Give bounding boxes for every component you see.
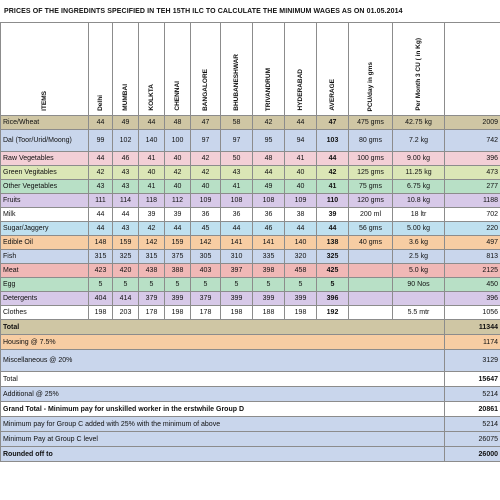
- table-row: [1, 130, 500, 152]
- city-price: 39: [139, 208, 165, 222]
- header-wrap: [447, 23, 498, 115]
- average-value: 192: [317, 306, 349, 320]
- average-value: 42: [317, 166, 349, 180]
- header-wrap: [287, 23, 314, 115]
- city-price: 102: [113, 130, 139, 152]
- city-price: 315: [89, 250, 113, 264]
- city-price: 198: [89, 306, 113, 320]
- city-price: 399: [165, 292, 191, 306]
- city-price: 42: [191, 152, 221, 166]
- city-price: 44: [165, 222, 191, 236]
- header-cell: [393, 23, 445, 116]
- city-price: 404: [89, 292, 113, 306]
- city-price: 39: [165, 208, 191, 222]
- summary-label: Total: [1, 372, 445, 387]
- pcu-value: 80 gms: [349, 130, 393, 152]
- summary-label: Grand Total - Minimum pay for unskilled worker in the erstwhile Group D: [1, 402, 445, 417]
- city-price: 5: [253, 278, 285, 292]
- per-month-value: 18 ltr: [393, 208, 445, 222]
- city-price: 109: [285, 194, 317, 208]
- item-name: Meat: [1, 264, 89, 278]
- average-value: 39: [317, 208, 349, 222]
- pcu-value: 120 gms: [349, 194, 393, 208]
- item-name: Fish: [1, 250, 89, 264]
- header-cell: [253, 23, 285, 116]
- table-row: [1, 278, 500, 292]
- city-price: 310: [221, 250, 253, 264]
- header-label: BANGALORE: [202, 69, 209, 111]
- item-name: Clothes: [1, 306, 89, 320]
- city-price: 45: [191, 222, 221, 236]
- city-price: 111: [89, 194, 113, 208]
- city-price: 44: [253, 166, 285, 180]
- city-price: 203: [113, 306, 139, 320]
- header-row: [1, 23, 500, 116]
- city-price: 388: [165, 264, 191, 278]
- header-label: HYDERABAD: [297, 69, 304, 111]
- city-price: 148: [89, 236, 113, 250]
- city-price: 58: [221, 116, 253, 130]
- header-cell: [221, 23, 253, 116]
- per-month-value: 10.8 kg: [393, 194, 445, 208]
- item-name: Dal (Toor/Urid/Moong): [1, 130, 89, 152]
- city-price: 43: [113, 180, 139, 194]
- city-price: 40: [139, 166, 165, 180]
- city-price: 420: [113, 264, 139, 278]
- city-price: 97: [221, 130, 253, 152]
- summary-value: 20861: [445, 402, 500, 417]
- header-cell: [113, 23, 139, 116]
- city-price: 141: [221, 236, 253, 250]
- average-value: 138: [317, 236, 349, 250]
- pcu-value: 100 gms: [349, 152, 393, 166]
- per-month-value: 2.5 kg: [393, 250, 445, 264]
- city-price: 44: [285, 222, 317, 236]
- header-cell: [285, 23, 317, 116]
- summary-value: 26000: [445, 447, 500, 462]
- item-name: Fruits: [1, 194, 89, 208]
- city-price: 46: [113, 152, 139, 166]
- summary-value: 5214: [445, 417, 500, 432]
- summary-value: 26075: [445, 432, 500, 447]
- pcu-value: 56 gms: [349, 222, 393, 236]
- summary-row: [1, 417, 500, 432]
- city-price: 398: [253, 264, 285, 278]
- header-cell: [317, 23, 349, 116]
- table-row: [1, 116, 500, 130]
- average-value: 44: [317, 152, 349, 166]
- item-name: Detergents: [1, 292, 89, 306]
- table-row: [1, 236, 500, 250]
- table-row: [1, 306, 500, 320]
- average-value: 325: [317, 250, 349, 264]
- item-cost: 396: [445, 152, 500, 166]
- header-cell: [1, 23, 89, 116]
- table-row: [1, 264, 500, 278]
- header-cell: [165, 23, 191, 116]
- city-price: 43: [89, 180, 113, 194]
- per-month-value: 9.00 kg: [393, 152, 445, 166]
- city-price: 438: [139, 264, 165, 278]
- summary-label: Additional @ 25%: [1, 387, 445, 402]
- header-wrap: [91, 23, 110, 115]
- summary-value: 11344: [445, 320, 500, 335]
- city-price: 41: [285, 152, 317, 166]
- city-price: 40: [191, 180, 221, 194]
- city-price: 41: [221, 180, 253, 194]
- city-price: 48: [253, 152, 285, 166]
- city-price: 48: [165, 116, 191, 130]
- city-price: 50: [221, 152, 253, 166]
- city-price: 40: [285, 166, 317, 180]
- item-name: Edible Oil: [1, 236, 89, 250]
- city-price: 36: [253, 208, 285, 222]
- city-price: 423: [89, 264, 113, 278]
- pcu-value: [349, 278, 393, 292]
- city-price: 44: [113, 208, 139, 222]
- city-price: 41: [139, 180, 165, 194]
- average-value: 41: [317, 180, 349, 194]
- city-price: 99: [89, 130, 113, 152]
- item-cost: 277: [445, 180, 500, 194]
- city-price: 114: [113, 194, 139, 208]
- item-cost: 2009: [445, 116, 500, 130]
- average-value: 47: [317, 116, 349, 130]
- city-price: 198: [165, 306, 191, 320]
- city-price: 44: [221, 222, 253, 236]
- header-cell: [191, 23, 221, 116]
- sheet-title: PRICES OF THE INGREDINTS SPECIFIED IN TEH 15TH ILC TO CALCULATE THE MINIMUM WAGES AS ON 01.05.2014: [4, 8, 403, 15]
- summary-label: Total: [1, 320, 445, 335]
- city-price: 44: [89, 208, 113, 222]
- city-price: 42: [253, 116, 285, 130]
- city-price: 49: [113, 116, 139, 130]
- city-price: 36: [221, 208, 253, 222]
- city-price: 5: [191, 278, 221, 292]
- summary-row: [1, 350, 500, 372]
- table-row: [1, 250, 500, 264]
- city-price: 140: [139, 130, 165, 152]
- city-price: 399: [221, 292, 253, 306]
- table-row: [1, 180, 500, 194]
- summary-row: [1, 432, 500, 447]
- city-price: 49: [253, 180, 285, 194]
- city-price: 188: [253, 306, 285, 320]
- city-price: 40: [165, 180, 191, 194]
- item-name: Sugar/Jaggery: [1, 222, 89, 236]
- per-month-value: 42.75 kg: [393, 116, 445, 130]
- city-price: 198: [285, 306, 317, 320]
- item-cost: 473: [445, 166, 500, 180]
- summary-label: Minimum pay for Group C added with 25% with the minimum of above: [1, 417, 445, 432]
- city-price: 399: [285, 292, 317, 306]
- per-month-value: 7.2 kg: [393, 130, 445, 152]
- city-price: 397: [221, 264, 253, 278]
- item-name: Green Vegitables: [1, 166, 89, 180]
- per-month-value: 90 Nos: [393, 278, 445, 292]
- item-cost: 220: [445, 222, 500, 236]
- summary-row: [1, 402, 500, 417]
- average-value: 425: [317, 264, 349, 278]
- summary-value: 3129: [445, 350, 500, 372]
- header-wrap: [115, 23, 136, 115]
- header-cell: [89, 23, 113, 116]
- header-wrap: [223, 23, 250, 115]
- city-price: 95: [253, 130, 285, 152]
- average-value: 44: [317, 222, 349, 236]
- header-wrap: [141, 23, 162, 115]
- item-cost: 1056: [445, 306, 500, 320]
- header-wrap: [3, 23, 86, 115]
- city-price: 108: [253, 194, 285, 208]
- item-name: Rice/Wheat: [1, 116, 89, 130]
- city-price: 140: [285, 236, 317, 250]
- city-price: 335: [253, 250, 285, 264]
- city-price: 38: [285, 208, 317, 222]
- header-wrap: [319, 23, 346, 115]
- per-month-value: [393, 292, 445, 306]
- average-value: 5: [317, 278, 349, 292]
- wages-table: [0, 22, 500, 462]
- city-price: 159: [165, 236, 191, 250]
- average-value: 396: [317, 292, 349, 306]
- pcu-value: 40 gms: [349, 236, 393, 250]
- city-price: 100: [165, 130, 191, 152]
- city-price: 141: [253, 236, 285, 250]
- city-price: 5: [113, 278, 139, 292]
- city-price: 142: [139, 236, 165, 250]
- item-name: Other Vegetables: [1, 180, 89, 194]
- item-name: Milk: [1, 208, 89, 222]
- city-price: 305: [191, 250, 221, 264]
- city-price: 44: [89, 152, 113, 166]
- city-price: 142: [191, 236, 221, 250]
- city-price: 42: [139, 222, 165, 236]
- item-cost: 396: [445, 292, 500, 306]
- header-label: AVERAGE: [329, 79, 336, 111]
- item-cost: 1188: [445, 194, 500, 208]
- pcu-value: [349, 264, 393, 278]
- summary-row: [1, 447, 500, 462]
- pcu-value: 125 gms: [349, 166, 393, 180]
- city-price: 41: [139, 152, 165, 166]
- city-price: 112: [165, 194, 191, 208]
- header-label: Per Month 3 CU ( in Kg): [415, 38, 422, 111]
- item-name: Raw Vegetables: [1, 152, 89, 166]
- city-price: 42: [191, 166, 221, 180]
- city-price: 47: [191, 116, 221, 130]
- table-row: [1, 208, 500, 222]
- header-label: MUMBAI: [122, 84, 129, 111]
- item-cost: 2125: [445, 264, 500, 278]
- city-price: 399: [253, 292, 285, 306]
- header-label: BHUBANESHWAR: [233, 54, 240, 111]
- city-price: 5: [139, 278, 165, 292]
- city-price: 5: [285, 278, 317, 292]
- city-price: 108: [221, 194, 253, 208]
- header-wrap: [351, 23, 390, 115]
- average-value: 103: [317, 130, 349, 152]
- summary-row: [1, 387, 500, 402]
- city-price: 40: [285, 180, 317, 194]
- city-price: 40: [165, 152, 191, 166]
- per-month-value: 5.5 mtr: [393, 306, 445, 320]
- city-price: 118: [139, 194, 165, 208]
- city-price: 403: [191, 264, 221, 278]
- city-price: 320: [285, 250, 317, 264]
- city-price: 178: [191, 306, 221, 320]
- city-price: 5: [89, 278, 113, 292]
- city-price: 109: [191, 194, 221, 208]
- city-price: 414: [113, 292, 139, 306]
- header-cell: [445, 23, 500, 116]
- summary-value: 15647: [445, 372, 500, 387]
- pcu-value: 75 gms: [349, 180, 393, 194]
- city-price: 458: [285, 264, 317, 278]
- city-price: 198: [221, 306, 253, 320]
- city-price: 42: [165, 166, 191, 180]
- city-price: 379: [191, 292, 221, 306]
- city-price: 43: [113, 166, 139, 180]
- summary-label: Rounded off to: [1, 447, 445, 462]
- item-cost: 813: [445, 250, 500, 264]
- table-row: [1, 166, 500, 180]
- city-price: 375: [165, 250, 191, 264]
- city-price: 5: [165, 278, 191, 292]
- city-price: 44: [89, 222, 113, 236]
- table-row: [1, 194, 500, 208]
- item-cost: 742: [445, 130, 500, 152]
- pcu-value: 200 ml: [349, 208, 393, 222]
- average-value: 110: [317, 194, 349, 208]
- city-price: 46: [253, 222, 285, 236]
- header-wrap: [255, 23, 282, 115]
- per-month-value: 6.75 kg: [393, 180, 445, 194]
- table-row: [1, 152, 500, 166]
- table-row: [1, 292, 500, 306]
- city-price: 325: [113, 250, 139, 264]
- header-label: CHENNAI: [174, 81, 181, 111]
- per-month-value: 5.0 kg: [393, 264, 445, 278]
- item-cost: 497: [445, 236, 500, 250]
- city-price: 44: [139, 116, 165, 130]
- summary-value: 1174: [445, 335, 500, 350]
- per-month-value: 3.6 kg: [393, 236, 445, 250]
- city-price: 159: [113, 236, 139, 250]
- city-price: 42: [89, 166, 113, 180]
- city-price: 36: [191, 208, 221, 222]
- header-label: KOLKTA: [148, 84, 155, 111]
- city-price: 97: [191, 130, 221, 152]
- city-price: 315: [139, 250, 165, 264]
- header-label: Delhi: [97, 95, 104, 111]
- city-price: 94: [285, 130, 317, 152]
- per-month-value: 11.25 kg: [393, 166, 445, 180]
- summary-label: Minimum Pay at Group C level: [1, 432, 445, 447]
- city-price: 44: [285, 116, 317, 130]
- pcu-value: [349, 306, 393, 320]
- item-name: Egg: [1, 278, 89, 292]
- city-price: 5: [221, 278, 253, 292]
- summary-row: [1, 372, 500, 387]
- header-label: PCU/day in gms: [367, 61, 374, 111]
- city-price: 178: [139, 306, 165, 320]
- table-row: [1, 222, 500, 236]
- summary-label: Miscellaneous @ 20%: [1, 350, 445, 372]
- header-wrap: [395, 23, 442, 115]
- header-cell: [139, 23, 165, 116]
- header-label: TRIVANDRUM: [265, 67, 272, 111]
- header-wrap: [193, 23, 218, 115]
- item-cost: 450: [445, 278, 500, 292]
- city-price: 44: [89, 116, 113, 130]
- header-wrap: [167, 23, 188, 115]
- city-price: 43: [221, 166, 253, 180]
- pcu-value: [349, 250, 393, 264]
- pcu-value: [349, 292, 393, 306]
- city-price: 43: [113, 222, 139, 236]
- pcu-value: 475 gms: [349, 116, 393, 130]
- summary-row: [1, 320, 500, 335]
- item-cost: 702: [445, 208, 500, 222]
- header-cell: [349, 23, 393, 116]
- summary-label: Housing @ 7.5%: [1, 335, 445, 350]
- header-label: ITEMS: [41, 91, 48, 111]
- per-month-value: 5.00 kg: [393, 222, 445, 236]
- summary-value: 5214: [445, 387, 500, 402]
- summary-row: [1, 335, 500, 350]
- city-price: 379: [139, 292, 165, 306]
